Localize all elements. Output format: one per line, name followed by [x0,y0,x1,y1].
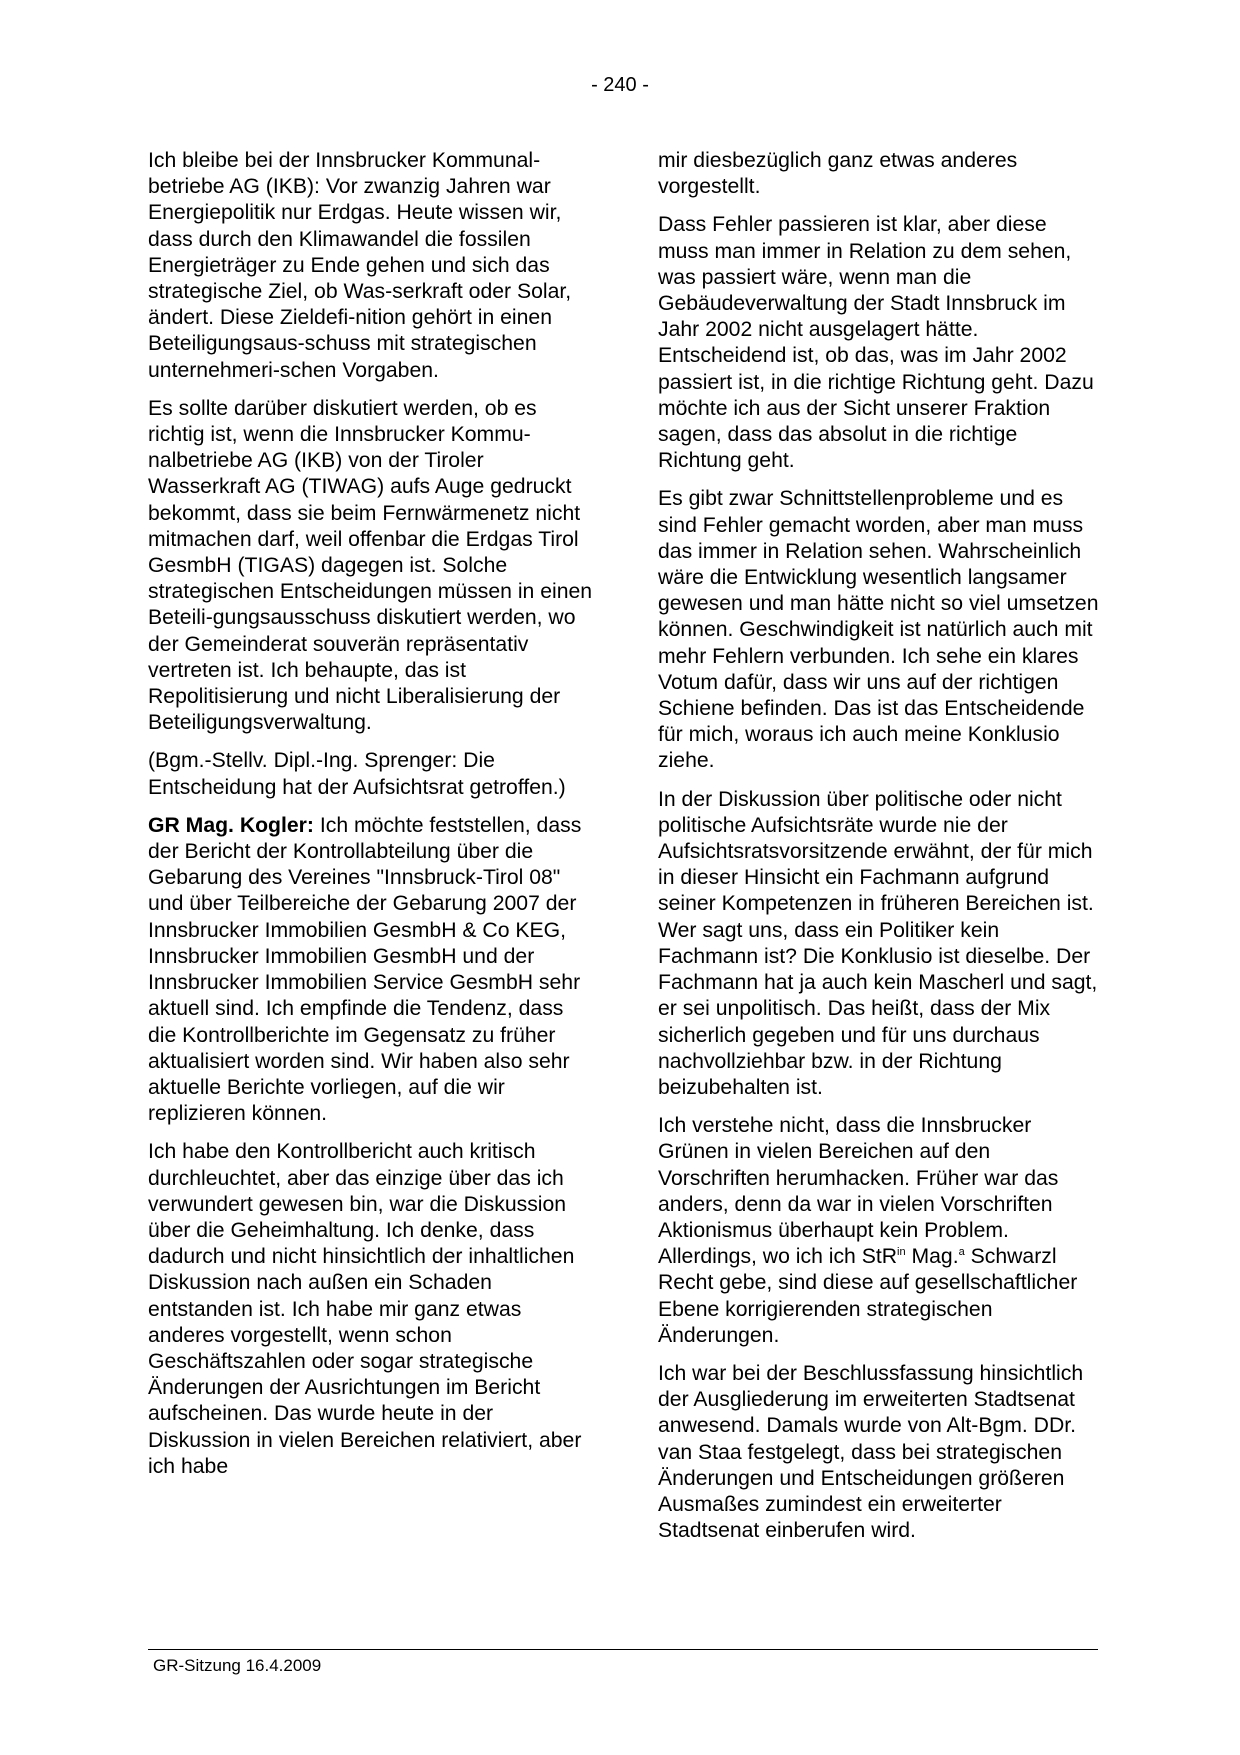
text-span: Schwarzl Recht gebe, sind diese auf gesellschaftlicher Ebene korrigierenden strategischen Änderungen. [658,1245,1078,1347]
paragraph: Ich war bei der Beschlussfassung hinsichtlich der Ausgliederung im erweiterten Stadtsenat anwesend. Damals wurde von Alt-Bgm. DDr. van Staa festgelegt, dass bei strategischen Änderungen und Entscheidungen größeren Ausmaßes zumindest ein erweiterter Stadtsenat einberufen wird. [658,1361,1084,1543]
paragraph: Es sollte darüber diskutiert werden, ob es richtig ist, wenn die Innsbrucker Kommu-nalbetriebe AG (IKB) von der Tiroler Wasserkraft AG (TIWAG) aufs Auge gedruckt bekommt, dass sie beim Fernwärmenetz nicht mitmachen darf, weil offenbar die Erdgas Tirol GesmbH (TIGAS) dagegen ist. Solche strategischen Entscheidungen müssen in einen Beteili-gungsausschuss diskutiert werden, wo der Gemeinderat souverän repräsentativ vertreten ist. Ich behaupte, das ist Repolitisierung und nicht Liberalisierung der Beteiligungsverwaltung. [148,396,593,735]
footer-text: GR-Sitzung 16.4.2009 [153,1656,322,1675]
speech-text: Ich möchte feststellen, dass der Bericht der Kontrollabteilung über die Gebarung des Vereines "Innsbruck-Tirol 08" und über Teilbereiche der Gebarung 2007 der Innsbrucker Immobilien GesmbH & Co KEG, Innsbrucker Immobilien GesmbH und der Innsbrucker Immobilien Service GesmbH sehr aktuell sind. Ich empfinde die Tendenz, dass die Kontrollberichte im Gegensatz zu früher aktualisiert worden sind. Wir haben also sehr aktuelle Berichte vorliegen, auf die wir replizieren können. [148,813,582,1126]
left-column [148,148,593,1492]
paragraph: Es gibt zwar Schnittstellenprobleme und es sind Fehler gemacht worden, aber man muss das immer in Relation sehen. Wahrscheinlich wäre die Entwicklung wesentlich langsamer gewesen und man hätte nicht so viel umsetzen können. Geschwindigkeit ist natürlich auch mit mehr Fehlern verbunden. Ich sehe ein klares Votum dafür, dass wir uns auf der richtigen Schiene befinden. Das ist das Entscheidende für mich, woraus ich auch meine Konklusio ziehe. [658,487,1099,773]
speaker-name: GR Mag. Kogler: [148,813,314,837]
paragraph: Ich bleibe bei der Innsbrucker Kommunal-betriebe AG (IKB): Vor zwanzig Jahren war Energiepolitik nur Erdgas. Heute wissen wir, dass durch den Klimawandel die fossilen Energieträger zu Ende gehen und sich das strategische Ziel, ob Was-serkraft oder Solar, ändert. Diese Zieldefi-nition gehört in einen Beteiligungsaus-schuss mit strategischen unternehmeri-schen Vorgaben. [148,149,572,382]
footer-divider [148,1649,1098,1650]
interjection-paragraph: (Bgm.-Stellv. Dipl.-Ing. Sprenger: Die Entscheidung hat der Aufsichtsrat getroffen.) [148,749,566,799]
right-column [658,148,1103,1556]
superscript: in [897,1246,906,1259]
speech-paragraph [148,813,593,1127]
paragraph [658,1113,1103,1349]
superscript: a [958,1246,965,1259]
paragraph: In der Diskussion über politische oder nicht politische Aufsichtsräte wurde nie der Aufsichtsratsvorsitzende erwähnt, der für mich in dieser Hinsicht ein Fachmann aufgrund seiner Kompetenzen in früheren Bereichen ist. Wer sagt uns, dass ein Politiker kein Fachmann ist? Die Konklusio ist dieselbe. Der Fachmann hat ja auch kein Mascherl und sagt, er sei unpolitisch. Das heißt, dass der Mix sicherlich gegeben und für uns durchaus nachvollziehbar bzw. in der Richtung beizubehalten ist. [658,787,1098,1099]
paragraph: Ich habe den Kontrollbericht auch kritisch durchleuchtet, aber das einzige über das ich verwundert gewesen bin, war die Diskussion über die Geheimhaltung. Ich denke, dass dadurch und nicht hinsichtlich der inhaltlichen Diskussion nach außen ein Schaden entstanden ist. Ich habe mir ganz etwas anderes vorgestellt, wenn schon Geschäftszahlen oder sogar strategische Änderungen der Ausrichtungen im Bericht aufscheinen. Das wurde heute in der Diskussion in vielen Bereichen relativiert, aber ich habe [148,1140,582,1478]
paragraph: mir diesbezüglich ganz etwas anderes vorgestellt. [658,149,1018,199]
paragraph: Dass Fehler passieren ist klar, aber diese muss man immer in Relation zu dem sehen, was passiert wäre, wenn man die Gebäudeverwaltung der Stadt Innsbruck im Jahr 2002 nicht ausgelagert hätte. Entscheidend ist, ob das, was im Jahr 2002 passiert ist, in die richtige Richtung geht. Dazu möchte ich aus der Sicht unserer Fraktion sagen, dass das absolut in die richtige Richtung geht. [658,213,1094,473]
page-number: - 240 - [591,74,649,96]
text-span: Mag. [905,1245,959,1269]
text-span: Ich verstehe nicht, dass die Innsbrucker Grünen in vielen Bereichen auf den Vorschriften herumhacken. Früher war das anders, denn da war in vielen Vorschriften Aktionismus überhaupt kein Problem. Allerdings, wo ich ich StR [658,1114,1059,1269]
